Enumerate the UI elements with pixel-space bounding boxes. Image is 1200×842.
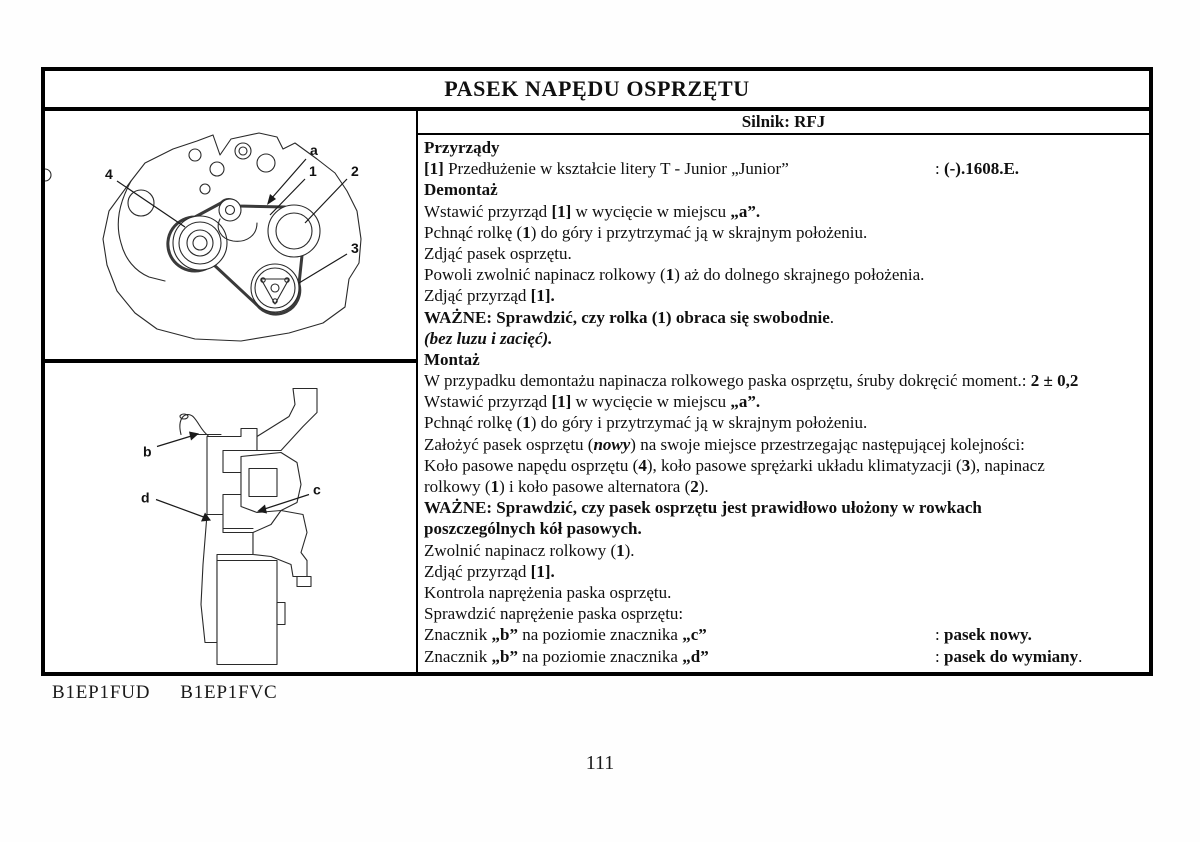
engine-belt-diagram xyxy=(45,111,416,363)
text-segment: Zdjąć pasek osprzętu. xyxy=(424,243,572,263)
text-segment: na poziomie znacznika xyxy=(517,625,683,645)
procedure-line xyxy=(424,497,1143,518)
procedure-line xyxy=(424,201,1143,222)
engine-left-cover xyxy=(118,181,165,281)
figure-ref-2: B1EP1FVC xyxy=(180,682,278,703)
figure-ref-1: B1EP1FUD xyxy=(52,682,151,703)
text-segment: „d” xyxy=(682,646,709,666)
label-3: 3 xyxy=(351,240,359,256)
text-segment: WAŻNE: Sprawdzić, czy rolka (1) obraca się swobodnie xyxy=(424,307,830,327)
page-title: PASEK NAPĘDU OSPRZĘTU xyxy=(45,71,1149,111)
page-number: 111 xyxy=(585,752,615,774)
text-segment: Sprawdzić naprężenie paska osprzętu: xyxy=(424,604,684,624)
procedure-line xyxy=(424,264,1143,285)
text-segment: [1]. xyxy=(530,561,555,581)
procedure-line xyxy=(424,540,1143,561)
label-4: 4 xyxy=(105,166,113,182)
text-segment: Kontrola naprężenia paska osprzętu. xyxy=(424,582,672,602)
callout-line-3 xyxy=(299,254,347,283)
text-segment: w wycięcie w miejscu xyxy=(571,392,731,412)
bolt xyxy=(239,147,247,155)
text-segment: ) aż do dolnego skrajnego położenia. xyxy=(674,265,925,285)
text-segment: Wstawić przyrząd xyxy=(424,392,552,412)
text-segment: : xyxy=(935,159,944,179)
text-segment: „a”. xyxy=(730,201,761,221)
text-segment: [1] xyxy=(551,392,572,412)
label-b: b xyxy=(143,443,152,460)
procedure-line xyxy=(424,285,1143,306)
lower-tab xyxy=(277,603,285,625)
callout-line-2 xyxy=(305,179,347,223)
bolt xyxy=(200,184,210,194)
procedure-line xyxy=(424,328,1143,349)
bolt xyxy=(189,149,201,161)
text-segment: „a”. xyxy=(730,392,761,412)
text-segment: 2 xyxy=(690,477,699,496)
procedure-line xyxy=(424,434,1143,455)
text-segment: Pchnąć rolkę ( xyxy=(424,413,523,433)
pipe xyxy=(180,415,208,436)
procedure-line xyxy=(424,412,1143,433)
text-segment: rolkowy ( xyxy=(424,477,491,496)
upper-arm xyxy=(257,389,317,451)
foot xyxy=(297,577,311,587)
text-segment: pasek nowy. xyxy=(943,625,1032,645)
text-segment: Przedłużenie w kształcie litery T - Junior „Junior” xyxy=(443,159,789,179)
engine-header: Silnik: RFJ xyxy=(418,111,1149,135)
text-segment: Montaż xyxy=(424,349,480,369)
procedure-line xyxy=(424,349,1143,370)
text-segment: Znacznik xyxy=(424,625,492,645)
text-segment: Zwolnić napinacz rolkowy ( xyxy=(424,540,617,560)
procedure-line xyxy=(424,179,1143,200)
text-segment: Wstawić przyrząd xyxy=(424,201,552,221)
tab-value xyxy=(935,158,1019,179)
procedure-text xyxy=(418,135,1149,672)
text-segment: Znacznik xyxy=(424,646,492,666)
procedure-line xyxy=(424,243,1143,264)
bolt xyxy=(45,169,51,181)
tensioner-diagram xyxy=(45,363,416,672)
manual-table-frame xyxy=(41,67,1153,676)
text-segment: ), koło pasowe sprężarki układu klimatyzacji ( xyxy=(646,455,962,475)
callout-line-d xyxy=(156,500,205,518)
tab-value xyxy=(935,646,1082,667)
bolt xyxy=(257,154,275,172)
procedure-line xyxy=(424,646,1143,667)
text-segment: „b” xyxy=(491,625,518,645)
compressor-pulley xyxy=(251,264,299,312)
procedure-line xyxy=(424,222,1143,243)
text-segment: w wycięcie w miejscu xyxy=(571,201,731,221)
text-segment: Zdjąć przyrząd xyxy=(424,286,531,306)
diagram-column xyxy=(45,111,418,672)
procedure-line xyxy=(424,137,1143,158)
text-segment: 4 xyxy=(638,455,647,475)
procedure-line xyxy=(424,561,1143,582)
text-segment: W przypadku demontażu napinacza rolkowego paska osprzętu, śruby dokręcić moment.: xyxy=(424,371,1031,391)
text-segment: 1 xyxy=(522,413,531,433)
text-segment: (-).1608.E. xyxy=(943,159,1020,179)
figure-references xyxy=(52,682,307,704)
procedure-line xyxy=(424,582,1143,603)
lower-block xyxy=(217,561,277,665)
text-segment: „b” xyxy=(491,646,518,666)
pipe-end xyxy=(180,414,188,419)
text-segment: Założyć pasek osprzętu ( xyxy=(424,434,594,454)
text-segment: „c” xyxy=(682,625,707,645)
text-segment: pasek do wymiany xyxy=(943,646,1079,666)
callout-line-b xyxy=(157,436,193,447)
bolt xyxy=(235,143,251,159)
text-segment: ). xyxy=(624,540,635,560)
text-segment: ) do góry i przytrzymać ją w skrajnym położeniu. xyxy=(530,222,868,242)
text-segment: [1] xyxy=(551,201,572,221)
callout-line-a xyxy=(271,159,306,199)
engine-outline xyxy=(103,133,361,341)
label-a: a xyxy=(310,142,318,158)
text-segment: Demontaż xyxy=(424,180,498,200)
text-segment: ), napinacz xyxy=(970,455,1045,475)
procedure-line xyxy=(424,370,1143,391)
text-segment: : xyxy=(935,646,944,666)
procedure-line xyxy=(424,307,1143,328)
text-segment: 3 xyxy=(961,455,971,475)
content-row xyxy=(45,111,1149,672)
text-segment: Przyrządy xyxy=(424,138,500,157)
label-d: d xyxy=(141,489,150,506)
text-segment: 2 ± 0,2 xyxy=(1030,371,1079,391)
procedure-line xyxy=(424,476,1143,497)
text-segment: [1]. xyxy=(530,286,555,306)
text-segment: : xyxy=(935,625,944,645)
procedure-line xyxy=(424,455,1143,476)
procedure-line xyxy=(424,391,1143,412)
text-segment: (bez luzu i zacięć). xyxy=(424,328,553,348)
text-segment: Powoli zwolnić napinacz rolkowy ( xyxy=(424,265,666,285)
bolt xyxy=(210,162,224,176)
label-1: 1 xyxy=(309,163,317,179)
label-2: 2 xyxy=(351,163,359,179)
callout-line-4 xyxy=(117,181,185,227)
tensioner-side-view-svg xyxy=(45,363,416,672)
tab-value xyxy=(935,624,1032,645)
procedure-line xyxy=(424,603,1143,624)
text-segment: poszczególnych kół pasowych. xyxy=(424,519,642,539)
text-segment: Pchnąć rolkę ( xyxy=(424,222,523,242)
text-segment: ) i koło pasowe alternatora ( xyxy=(499,477,691,496)
text-segment: 1 xyxy=(490,477,500,496)
procedure-line xyxy=(424,158,1143,179)
procedure-line xyxy=(424,518,1143,539)
callout-arrow-b xyxy=(189,432,199,441)
text-segment: Zdjąć przyrząd xyxy=(424,561,531,581)
middle-slot xyxy=(249,469,277,497)
text-segment: . xyxy=(829,307,835,327)
text-segment: ) na swoje miejsce przestrzegając następującej kolejności: xyxy=(630,434,1025,454)
text-segment: Koło pasowe napędu osprzętu ( xyxy=(424,455,639,475)
text-segment: ) do góry i przytrzymać ją w skrajnym położeniu. xyxy=(530,413,868,433)
procedure-line xyxy=(424,624,1143,645)
text-segment: ). xyxy=(698,477,709,496)
text-segment: [1] xyxy=(424,159,444,179)
alternator-pulley xyxy=(268,205,320,257)
text-segment: WAŻNE: Sprawdzić, czy pasek osprzętu jest prawidłowo ułożony w rowkach xyxy=(424,498,982,518)
text-segment: 1 xyxy=(665,265,675,285)
text-segment: nowy xyxy=(593,434,631,454)
text-segment: 1 xyxy=(522,222,531,242)
engine-front-view-svg xyxy=(45,111,416,359)
text-segment: 1 xyxy=(616,540,625,560)
label-c: c xyxy=(313,481,321,498)
text-segment: na poziomie znacznika xyxy=(517,646,683,666)
text-column xyxy=(418,111,1149,672)
text-segment: . xyxy=(1078,646,1083,666)
